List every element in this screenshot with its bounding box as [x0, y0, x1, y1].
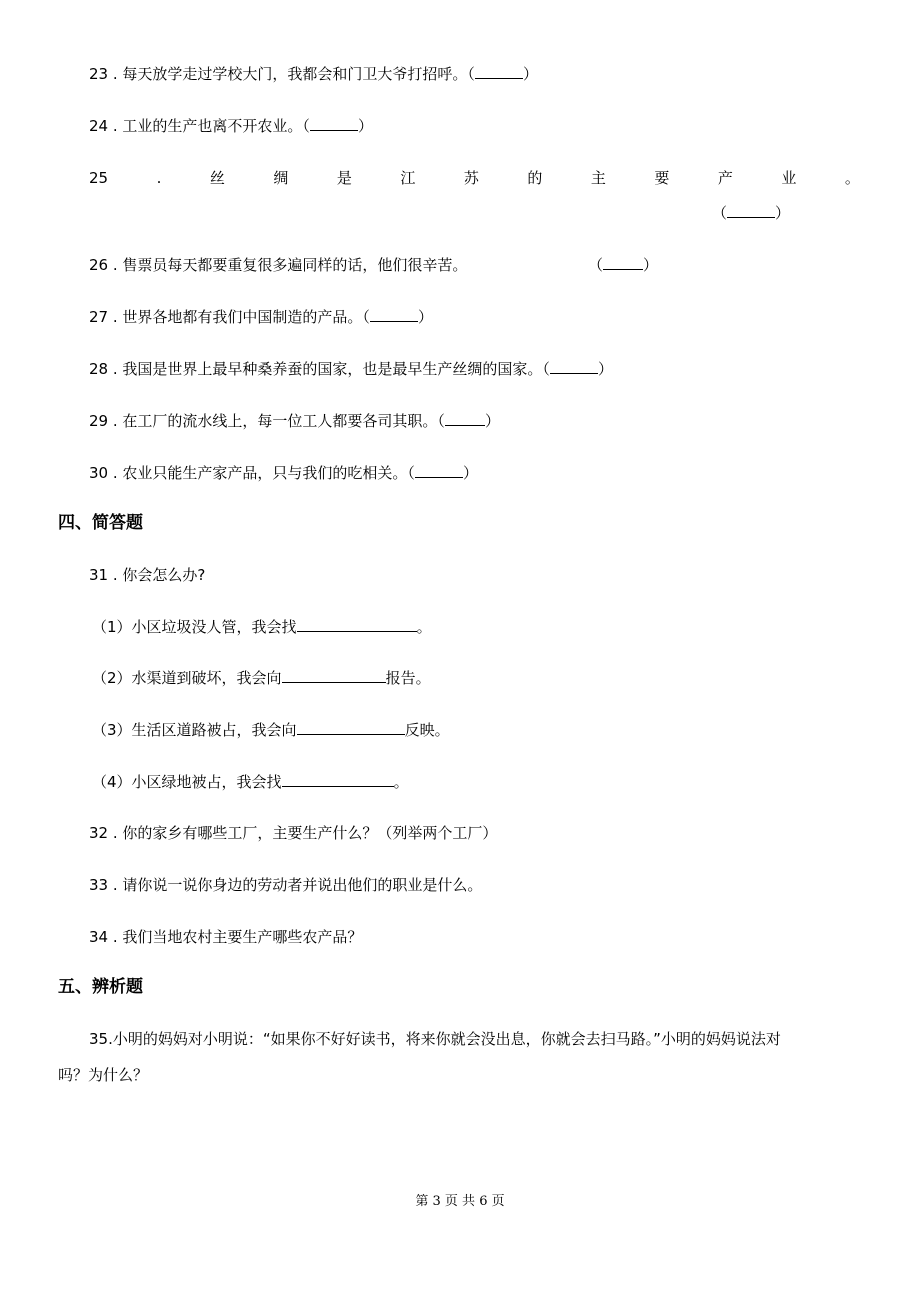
sub-text: 生活区道路被占，我会向	[131, 721, 297, 739]
paren-open: （	[437, 412, 445, 430]
paren-close: ）	[417, 308, 433, 326]
question-text: 我们当地农村主要生产哪些农产品？	[122, 928, 363, 946]
paren-open: （	[467, 65, 475, 83]
question-char: 绸	[273, 169, 289, 187]
sub-question-3	[92, 720, 450, 740]
question-char: 丝	[209, 169, 225, 187]
paren-close: ）	[775, 204, 791, 222]
sub-question-2	[92, 668, 431, 688]
sub-text-after: 报告。	[385, 669, 431, 687]
question-text: 你会怎么办?	[122, 566, 206, 584]
question-number: 32	[89, 824, 109, 842]
question-char: 江	[400, 169, 416, 187]
question-text: 工业的生产也离不开农业。	[122, 117, 303, 135]
question-number: 29	[89, 412, 109, 430]
question-33: 33 . 请你说一说你身边的劳动者并说出他们的职业是什么。	[89, 876, 483, 894]
question-34: 34 . 我们当地农村主要生产哪些农产品？	[89, 928, 363, 946]
answer-blank[interactable]	[370, 307, 418, 322]
question-25	[89, 168, 860, 188]
page-footer: 第 3 页 共 6 页	[415, 1194, 505, 1209]
question-char: 主	[590, 169, 606, 187]
fill-blank[interactable]	[297, 617, 417, 632]
section-heading-short-answer: 四、简答题	[58, 513, 143, 533]
sub-label: （2）	[92, 669, 132, 687]
fill-blank[interactable]	[282, 668, 386, 683]
question-number: 26	[89, 256, 109, 274]
paren-close: ）	[643, 256, 659, 274]
question-number: 23	[89, 65, 109, 83]
question-number: 28	[89, 360, 109, 378]
answer-blank[interactable]	[415, 463, 463, 478]
question-28: 28 . 我国是世界上最早种桑养蚕的国家，也是最早生产丝绸的国家。（ ）	[89, 360, 613, 378]
question-char: 的	[527, 169, 543, 187]
question-text: 售票员每天都要重复很多遍同样的话，他们很辛苦。	[122, 256, 468, 274]
question-35: 35.小明的妈妈对小明说：“如果你不好好读书，将来你就会没出息，你就会去扫马路。”小明的妈妈说法对	[89, 1030, 781, 1048]
answer-blank[interactable]	[603, 255, 643, 270]
question-char: 。	[844, 169, 860, 187]
answer-blank[interactable]	[445, 411, 485, 426]
question-29: 29 . 在工厂的流水线上，每一位工人都要各司其职。（ ）	[89, 412, 500, 430]
fill-blank[interactable]	[297, 720, 405, 735]
answer-blank[interactable]	[310, 116, 358, 131]
sub-question-4	[92, 772, 409, 792]
question-27: 27 . 世界各地都有我们中国制造的产品。（ ）	[89, 308, 433, 326]
answer-blank[interactable]	[727, 203, 775, 218]
question-text: 世界各地都有我们中国制造的产品。	[122, 308, 363, 326]
question-30: 30 . 农业只能生产家产品，只与我们的吃相关。（ ）	[89, 464, 478, 482]
question-32: 32 . 你的家乡有哪些工厂，主要生产什么？（列举两个工厂）	[89, 824, 498, 842]
question-number: 25	[89, 169, 109, 187]
fill-blank[interactable]	[282, 772, 394, 787]
sub-text-after: 。	[416, 618, 432, 636]
paren-open: （	[712, 204, 728, 222]
question-number: 34	[89, 928, 109, 946]
paren-open: （	[302, 117, 310, 135]
question-number: 31	[89, 566, 109, 584]
paren-close: ）	[357, 117, 373, 135]
section-heading-analysis: 五、辨析题	[58, 977, 143, 997]
question-char: 要	[654, 169, 670, 187]
question-char: 产	[717, 169, 733, 187]
paren-open: （	[362, 308, 370, 326]
question-number: 33	[89, 876, 109, 894]
question-24: 24 . 工业的生产也离不开农业。（ ）	[89, 117, 373, 135]
question-23: 23 . 每天放学走过学校大门，我都会和门卫大爷打招呼。（ ）	[89, 65, 538, 83]
paren-open: （	[588, 256, 604, 274]
sub-question-1	[92, 617, 432, 637]
question-number: 24	[89, 117, 109, 135]
question-35-line2: 吗？为什么？	[58, 1066, 149, 1084]
question-text: 请你说一说你身边的劳动者并说出他们的职业是什么。	[122, 876, 483, 894]
question-char: .	[156, 169, 162, 187]
question-number: 30	[89, 464, 109, 482]
question-text: 我国是世界上最早种桑养蚕的国家，也是最早生产丝绸的国家。	[122, 360, 543, 378]
question-number: 27	[89, 308, 109, 326]
paren-close: ）	[522, 65, 538, 83]
question-char: 是	[336, 169, 352, 187]
question-text: 每天放学走过学校大门，我都会和门卫大爷打招呼。	[122, 65, 468, 83]
sub-text-after: 反映。	[404, 721, 450, 739]
question-number: 35	[89, 1030, 109, 1048]
question-text: 在工厂的流水线上，每一位工人都要各司其职。	[122, 412, 438, 430]
sub-text: 小区绿地被占，我会找	[131, 773, 282, 791]
question-26-answer	[588, 255, 658, 275]
paren-close: ）	[597, 360, 613, 378]
sub-text: 小区垃圾没人管，我会找	[131, 618, 297, 636]
sub-text-after: 。	[393, 773, 409, 791]
sub-label: （4）	[92, 773, 132, 791]
question-text: 农业只能生产家产品，只与我们的吃相关。	[122, 464, 408, 482]
question-25-answer	[712, 203, 790, 223]
sub-label: （3）	[92, 721, 132, 739]
paren-close: ）	[484, 412, 500, 430]
sub-label: （1）	[92, 618, 132, 636]
answer-blank[interactable]	[550, 359, 598, 374]
question-char: 苏	[463, 169, 479, 187]
question-text: 小明的妈妈对小明说：“如果你不好好读书，将来你就会没出息，你就会去扫马路。”小明的妈妈说法对	[112, 1030, 781, 1048]
sub-text: 水渠道到破坏，我会向	[131, 669, 282, 687]
question-26: 26 . 售票员每天都要重复很多遍同样的话，他们很辛苦。	[89, 256, 468, 274]
question-31: 31 . 你会怎么办?	[89, 566, 206, 584]
paren-open: （	[542, 360, 550, 378]
paren-open: （	[407, 464, 415, 482]
paren-close: ）	[462, 464, 478, 482]
question-char: 业	[781, 169, 797, 187]
question-text: 你的家乡有哪些工厂，主要生产什么？（列举两个工厂）	[122, 824, 498, 842]
answer-blank[interactable]	[475, 64, 523, 79]
